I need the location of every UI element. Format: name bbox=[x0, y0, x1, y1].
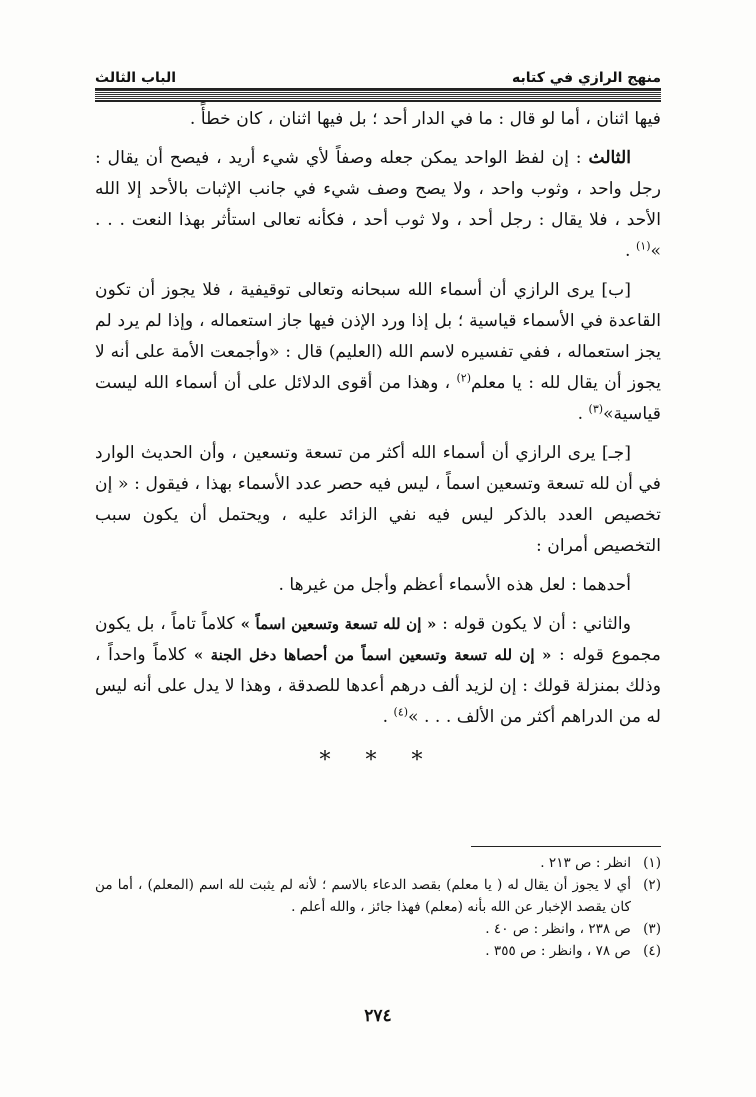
chapter-title: الباب الثالث bbox=[95, 70, 177, 86]
page-number: ٢٧٤ bbox=[364, 1006, 392, 1026]
footnote-number: (٤) bbox=[643, 943, 661, 959]
paragraph-4: [جـ] يرى الرازي أن أسماء الله أكثر من تسعة وتسعين ، وأن الحديث الوارد في أن لله تسعة وتسعين اسماً ، ليس فيه حصر عدد الأسماء بهذا ، فيقول : « إن تخصيص العدد بالذكر ليس فيه نفي الزائد عليه ، ويحتمل أن يكون سبب التخصيص أمران : bbox=[95, 443, 661, 556]
footnote-number: (١) bbox=[643, 855, 661, 871]
footnotes bbox=[95, 852, 661, 962]
footnote-number: (٢) bbox=[643, 877, 661, 893]
footnote-rule bbox=[471, 846, 661, 847]
main-text bbox=[95, 104, 661, 776]
footnote-ref-1[interactable]: (١) bbox=[635, 239, 651, 253]
footnote-text: ص ٢٣٨ ، وانظر : ص ٤٠ . bbox=[485, 921, 631, 937]
paragraph-6: والثاني : أن لا يكون قوله : « إن لله تسعة وتسعين اسماً » كلاماً تاماً ، بل يكون مجموع قوله : « إن لله تسعة وتسعين اسماً من أحصاها دخل الجنة » كلاماً واحداً ، وذلك بمنزلة قولك : إن لزيد ألف درهم أعدها للصدقة ، وهذا لا يدل على أنه ليس له من الدراهم أكثر من الألف . . . »$^{(٤)}$ . bbox=[95, 614, 661, 727]
third-point-lead: الثالث bbox=[588, 148, 631, 168]
footnote-text: ص ٧٨ ، وانظر : ص ٣٥٥ . bbox=[485, 943, 631, 959]
footnote-ref-2[interactable]: (٢) bbox=[456, 371, 472, 385]
paragraph-2: الثالث : إن لفظ الواحد يمكن جعله وصفاً لأي شيء أريد ، فيصح أن يقال : رجل واحد ، وثوب واحد ، ولا يصح وصف شيء في جانب الإثبات بالأحد إلا الله الأحد ، فلا يقال : رجل أحد ، ولا ثوب أحد ، فكأنه تعالى استأثر بهذا النعت . . . »$^{(١)}$ . bbox=[95, 148, 661, 261]
paragraph-3: [ب] يرى الرازي أن أسماء الله سبحانه وتعالى توقيفية ، فلا يجوز أن تكون القاعدة في الأسماء قياسية ؛ بل إذا ورد الإذن فيها جاز استعماله ، وإذا لم يرد لم يجز استعماله ، ففي تفسيره لاسم الله (العليم) قال : «وأجمعت الأمة على أنه لا يجوز أن يقال لله : يا معلم$^{(٢)}$ ، وهذا من أقوى الدلائل على أن أسماء الله ليست قياسية»$^{(٣)}$ . bbox=[95, 280, 661, 424]
book-title: منهج الرازي في كتابه bbox=[512, 70, 661, 86]
section-divider-stars: * * * bbox=[319, 748, 437, 773]
footnote-item bbox=[95, 852, 661, 874]
header-rule bbox=[95, 88, 661, 102]
paragraph-1: فيها اثنان ، أما لو قال : ما في الدار أحد ؛ بل فيها اثنان ، كان خطأً . bbox=[189, 109, 661, 129]
hadith-quote-1: « إن لله تسعة وتسعين اسماً » bbox=[240, 615, 437, 633]
footnote-item bbox=[95, 918, 661, 940]
running-head bbox=[95, 58, 661, 86]
hadith-quote-2: « إن لله تسعة وتسعين اسماً من أحصاها دخل الجنة » bbox=[193, 646, 552, 664]
paragraph-5: أحدهما : لعل هذه الأسماء أعظم وأجل من غيرها . bbox=[278, 575, 631, 595]
footnote-ref-3[interactable]: (٣) bbox=[588, 402, 604, 416]
footnote-text: أي لا يجوز أن يقال له ( يا معلم) بقصد الدعاء بالاسم ؛ لأنه لم يثبت لله اسم (المعلم) ، أما من كان يقصد الإخبار عن الله بأنه (معلم) فهذا جائز ، والله أعلم . bbox=[95, 877, 631, 915]
footnote-item bbox=[95, 940, 661, 962]
footnote-text: انظر : ص ٢١٣ . bbox=[540, 855, 631, 871]
footnote-ref-4[interactable]: (٤) bbox=[393, 705, 409, 719]
footnote-item bbox=[95, 874, 661, 918]
footnote-number: (٣) bbox=[643, 921, 661, 937]
